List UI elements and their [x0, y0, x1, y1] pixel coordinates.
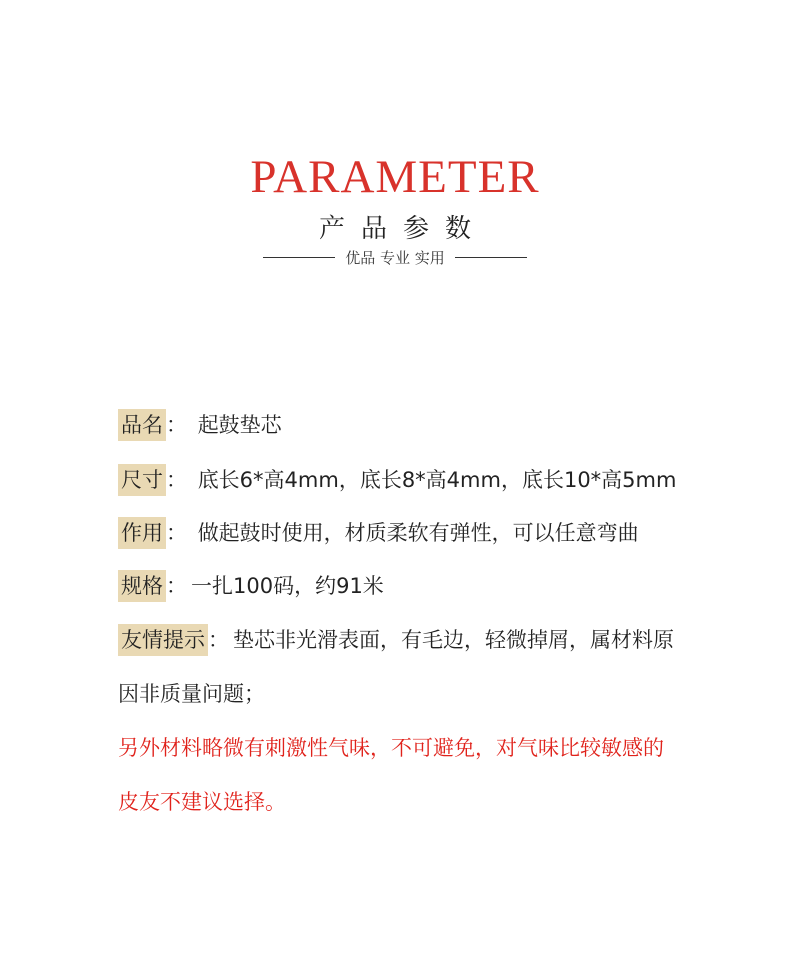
- param-row-name: [118, 405, 282, 445]
- warning-line-1: 另外材料略微有刺激性气味，不可避免，对气味比较敏感的: [118, 736, 664, 760]
- param-label: 尺寸: [118, 464, 166, 496]
- param-value: 垫芯非光滑表面，有毛边，轻微掉屑，属材料原: [233, 628, 674, 652]
- param-value: 一扎100码，约91米: [191, 574, 384, 598]
- param-row-size: [118, 460, 676, 500]
- colon: ：: [166, 468, 187, 492]
- param-label: 品名: [118, 409, 166, 441]
- param-row-tips: [118, 620, 674, 660]
- subtitle: 优品 专业 实用: [345, 249, 445, 267]
- tips-continuation: [118, 674, 265, 714]
- colon: ：: [208, 628, 229, 652]
- param-value: 底长6*高4mm，底长8*高4mm，底长10*高5mm: [197, 468, 677, 492]
- colon: ：: [166, 574, 187, 598]
- title-chinese: 产品参数: [318, 214, 487, 244]
- left-divider: [263, 257, 335, 258]
- warning-line-2: 皮友不建议选择。: [118, 790, 286, 814]
- param-label: 规格: [118, 570, 166, 602]
- param-value: 做起鼓时使用，材质柔软有弹性，可以任意弯曲: [197, 521, 639, 545]
- right-divider: [455, 257, 527, 258]
- colon: ：: [166, 521, 187, 545]
- param-label: 友情提示: [118, 624, 208, 656]
- colon: ：: [166, 413, 187, 437]
- param-value: 起鼓垫芯: [197, 413, 282, 437]
- tips-line: 因非质量问题；: [118, 682, 265, 706]
- param-label: 作用: [118, 517, 166, 549]
- title-english: PARAMETER: [250, 151, 540, 203]
- param-row-spec: [118, 566, 384, 606]
- subtitle-row: [0, 247, 790, 268]
- param-row-usage: [118, 513, 639, 553]
